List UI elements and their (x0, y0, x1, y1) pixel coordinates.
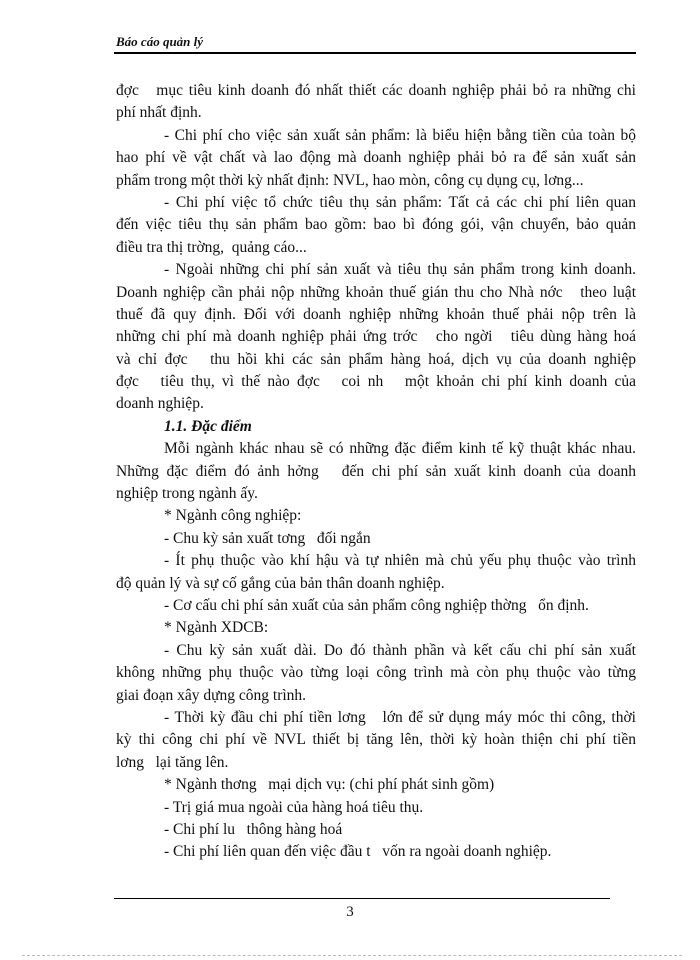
text-line: điều tra thị trờng, quảng cáo... (116, 238, 307, 256)
section-heading: 1.1. Đặc điểm (164, 417, 252, 435)
text-line: Mỗi ngành khác nhau sẽ có những đặc điểm kinh tế kỹ thuật khác nhau. (164, 440, 636, 458)
text-line: * Ngành thơng mại dịch vụ: (chi phí phát sinh gồm) (164, 776, 495, 794)
text-line: - Chi phí lu thông hàng hoá (164, 820, 343, 838)
text-line: đợc mục tiêu kinh doanh đó nhất thiết các doanh nghiệp phải bỏ ra những chi (116, 82, 636, 99)
text-line: phẩm trong một thời kỳ nhất định: NVL, hao mòn, công cụ dụng cụ, lơng... (116, 171, 584, 189)
text-line: * Ngành XDCB: (164, 619, 269, 637)
text-line: - Trị giá mua ngoài của hàng hoá tiêu thụ. (164, 798, 424, 816)
text-line: đến việc tiêu thụ sản phẩm bao gồm: bao bì đóng gói, vận chuyển, bảo quản (116, 216, 636, 234)
text-line: - Cơ cấu chi phí sản xuất của sản phẩm công nghiệp thờng ổn định. (164, 596, 589, 614)
text-line: hao phí về vật chất và lao động mà doanh nghiệp phải bỏ ra để sản xuất sản (116, 149, 636, 167)
text-line: đợc tiêu thụ, vì thế nào đợc coi nh một khoản chi phí kinh doanh của (116, 373, 636, 391)
text-line: - Chi phí liên quan đến việc đầu t vốn ra ngoài doanh nghiệp. (164, 843, 552, 861)
text-line: - Chi phí cho việc sản xuất sản phẩm: là biểu hiện bằng tiền của toàn bộ (164, 126, 636, 144)
body-text (116, 80, 636, 864)
text-line: không những phụ thuộc vào từng loại công trình mà còn phụ thuộc vào từng (116, 664, 636, 682)
text-line: - Thời kỳ đầu chi phí tiền lơng lớn để sử dụng máy móc thi công, thời (164, 708, 636, 726)
header-rule (114, 52, 636, 54)
text-line: doanh nghiệp. (116, 395, 204, 413)
text-line: và chỉ đợc thu hồi khi các sản phẩm hàng hoá, dịch vụ của doanh nghiệp (116, 350, 636, 368)
text-line: - Chu kỳ sản xuất dài. Do đó thành phần và kết cấu chi phí sản xuất (164, 641, 636, 659)
text-line: Những đặc điểm đó ảnh hởng đến chi phí sản xuất kinh doanh của doanh (116, 462, 636, 480)
text-line: - Ít phụ thuộc vào khí hậu và tự nhiên mà chủ yếu phụ thuộc vào trình (164, 552, 636, 570)
text-line: kỳ thi công chi phí về NVL thiết bị tăng lên, thời kỳ hoàn thiện chi phí tiền (116, 731, 636, 749)
text-line: - Ngoài những chi phí sản xuất và tiêu thụ sản phẩm trong kinh doanh. (164, 261, 636, 279)
text-line: thuế đã quy định. Đối với doanh nghiệp những khoản thuế phải nộp trên là (116, 305, 636, 323)
text-line: những chi phí mà doanh nghiệp phải ứng trớc cho ngời tiêu dùng hàng hoá (116, 328, 636, 346)
text-line: lơng lại tăng lên. (116, 753, 229, 771)
text-line: - Chi phí việc tổ chức tiêu thụ sản phẩm: Tất cả các chi phí liên quan (164, 193, 636, 211)
text-line: Doanh nghiệp cần phải nộp những khoản thuế gián thu cho Nhà nớc theo luật (116, 283, 636, 301)
text-line: - Chu kỳ sản xuất tơng đối ngắn (164, 529, 371, 547)
text-line: giai đoạn xây dựng công trình. (116, 686, 307, 704)
header-title: Báo cáo quản lý (116, 34, 204, 49)
text-line: * Ngành công nghiệp: (164, 507, 302, 525)
footer-rule (114, 898, 610, 899)
page-number: 3 (346, 904, 354, 920)
text-line: phí nhất định. (116, 104, 202, 122)
text-line: nghiệp trong ngành ấy. (116, 485, 258, 503)
text-line: độ quản lý và sự cố gắng của bản thân doanh nghiệp. (116, 574, 445, 592)
page-bottom-divider (22, 955, 682, 956)
